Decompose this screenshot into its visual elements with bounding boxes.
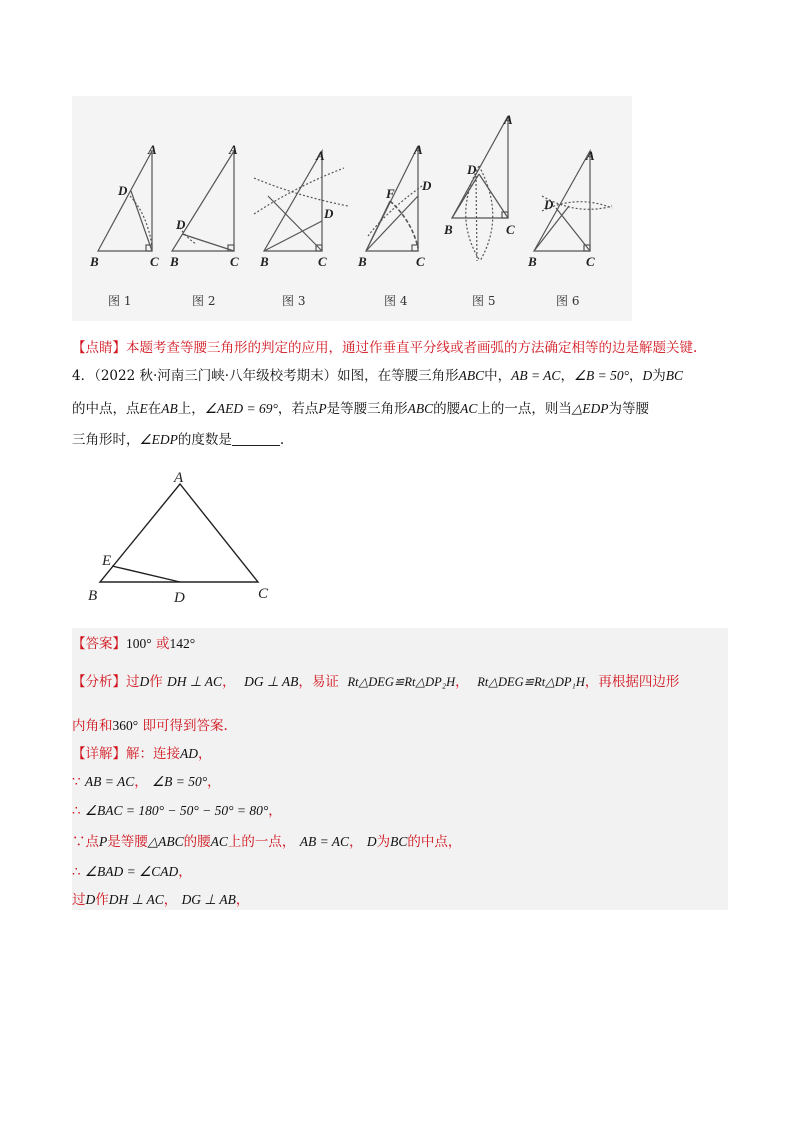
fig6-label-c: C (586, 254, 595, 269)
fig2-label-b: B (170, 254, 179, 269)
text: 即可得到答案. (142, 718, 228, 734)
fig6-label-d: D (544, 197, 554, 212)
triangle-diagram (80, 472, 280, 612)
text: 上的一点， (227, 834, 296, 850)
math-abc: ABC (407, 401, 434, 416)
fig4-label-a: A (414, 142, 423, 157)
math-e: E (139, 401, 148, 416)
math-ac: AC (460, 401, 478, 416)
answer-tag: 【答案】 (72, 636, 126, 652)
answer-value-1: 100° (126, 636, 152, 651)
text: 中， (484, 368, 512, 384)
diagram-label-d: D (174, 590, 185, 606)
text: 在 (147, 401, 162, 417)
text: 解：连接 (126, 746, 180, 762)
fig3-label-d: D (324, 206, 334, 221)
caption-figure-6: 图 6 (556, 294, 580, 308)
text: 上的一点，则当 (477, 401, 572, 417)
fig6-label-b: B (528, 254, 537, 269)
analysis-congruence-2: Rt△DEG≌Rt△DP₁H (477, 675, 585, 689)
text: ， (163, 892, 178, 908)
text: ∵ (72, 834, 86, 850)
fig4-label-c: C (416, 254, 425, 269)
since-symbol: ∵ (72, 774, 81, 790)
text: 的中点， (407, 834, 462, 850)
fig6-label-a: A (586, 148, 595, 163)
text: ，若点 (277, 401, 319, 417)
construction-figures (72, 96, 632, 321)
figure-1 (98, 151, 152, 251)
answer-blank (232, 431, 280, 446)
text: 为等腰 (608, 401, 649, 417)
text: 上， (177, 401, 205, 417)
text: ∠B = 50° (152, 774, 208, 789)
math-abc: ABC (458, 368, 485, 383)
text: ， (235, 892, 250, 908)
text: ∠BAD = ∠CAD (84, 864, 179, 879)
text: 的腰 (433, 401, 461, 417)
text: D (139, 674, 150, 689)
text: ，再根据四边形 (584, 674, 680, 690)
text: AC (210, 834, 228, 849)
therefore-symbol: ∴ (72, 803, 81, 819)
fig5-label-c: C (506, 222, 515, 237)
diagram-label-e: E (102, 553, 112, 569)
text: 的中点，点 (72, 401, 140, 417)
caption-figure-3: 图 3 (282, 294, 306, 308)
text: 过 (126, 674, 140, 690)
caption-figure-5: 图 5 (472, 294, 496, 308)
fig1-label-b: B (90, 254, 99, 269)
analysis-tag: 【分析】 (72, 674, 126, 690)
text: AB = AC (84, 774, 135, 789)
text: △ABC (147, 834, 184, 849)
text: 点 (85, 834, 99, 850)
question-line-2 (72, 399, 649, 419)
math-p: P (318, 401, 327, 416)
text: ， (455, 674, 469, 690)
text: . (279, 432, 285, 448)
text: 如图，在等腰三角形 (337, 368, 459, 384)
text: 作 (149, 674, 163, 690)
text: ， (198, 746, 212, 762)
detail-line-1 (72, 744, 212, 764)
text: BC (390, 834, 408, 849)
text: D (85, 892, 96, 907)
fig5-label-d: D (467, 162, 477, 177)
fig3-label-a: A (316, 148, 325, 163)
text: ， (222, 674, 236, 690)
math-d: D (642, 368, 653, 383)
text: 内角和 (72, 718, 113, 734)
diagram-label-b: B (88, 588, 98, 604)
figure-2 (172, 151, 234, 251)
question-line-3 (72, 430, 284, 450)
text: ， (349, 834, 363, 850)
text: ， (629, 368, 643, 384)
detail-line-5 (72, 862, 192, 882)
analysis-dg: DG ⊥ AB (244, 674, 299, 689)
text: 的腰 (183, 834, 211, 850)
math-bc: BC (665, 368, 684, 383)
text: ， (268, 803, 282, 819)
detail-ad: AD (180, 746, 198, 761)
text: AB = AC (299, 834, 350, 849)
text: 为 (376, 834, 391, 850)
fig1-label-a: A (148, 142, 157, 157)
question-number: 4． (72, 368, 95, 384)
fig3-label-b: B (260, 254, 269, 269)
math-tri-edp: △EDP (571, 401, 609, 416)
fig2-label-d: D (176, 217, 186, 232)
detail-line-2 (72, 772, 221, 792)
math-ab: AB (161, 401, 178, 416)
text: 是等腰三角形 (326, 401, 408, 417)
text: 是等腰 (107, 834, 148, 850)
text: ， (134, 774, 148, 790)
fig5-label-b: B (444, 222, 453, 237)
fig3-label-c: C (318, 254, 327, 269)
detail-line-3 (72, 801, 282, 821)
caption-figure-1: 图 1 (108, 294, 132, 308)
math-angle-edp: ∠EDP (139, 432, 178, 447)
text: 三角形时， (72, 432, 140, 448)
fig5-label-a: A (504, 112, 513, 127)
text: DG ⊥ AB (181, 892, 236, 907)
text: ， (207, 774, 221, 790)
detail-tag: 【详解】 (72, 746, 126, 762)
text: 作 (95, 892, 109, 908)
diagram-label-a: A (174, 472, 184, 486)
fig4-label-d: D (422, 178, 432, 193)
text: ， (178, 864, 192, 880)
question-source: （2022 秋·河南三门峡·八年级校考期末） (94, 368, 338, 384)
text: DH ⊥ AC (108, 892, 164, 907)
text: 过 (72, 892, 86, 908)
text: P (99, 834, 108, 849)
fig4-label-f: F (386, 186, 395, 201)
answer-value-2: 142° (169, 636, 196, 651)
fig2-label-a: A (229, 142, 238, 157)
text: 的度数是 (177, 432, 232, 448)
text: 为 (652, 368, 666, 384)
triangle-abc (100, 484, 258, 582)
note-tag: 【点睛】 (72, 340, 126, 356)
math-angle-aed: ∠AED = 69° (204, 401, 278, 416)
caption-figure-2: 图 2 (192, 294, 216, 308)
text: 或 (155, 636, 170, 652)
figure-5 (452, 116, 508, 261)
text: D (366, 834, 377, 849)
analysis-congruence-1: Rt△DEG≌Rt△DP₂H (347, 675, 456, 689)
segment-ed (112, 566, 180, 582)
note-text: 本题考查等腰三角形的判定的应用，通过作垂直平分线或者画弧的方法确定相等的边是解题关键. (126, 340, 698, 356)
fig1-label-c: C (150, 254, 159, 269)
analysis-dh: DH ⊥ AC (167, 674, 223, 689)
math-angle-b: ∠B = 50° (573, 368, 630, 383)
text: ， (560, 368, 574, 384)
note-line (72, 338, 697, 358)
detail-line-6 (72, 890, 249, 910)
detail-line-4 (72, 832, 461, 852)
caption-figure-4: 图 4 (384, 294, 408, 308)
math-ab-eq-ac: AB = AC (511, 368, 561, 383)
fig1-label-d: D (118, 183, 128, 198)
construction-figures-panel (72, 96, 632, 321)
text: ∠BAC = 180° − 50° − 50° = 80° (84, 803, 269, 818)
fig2-label-c: C (230, 254, 239, 269)
text: ，易证 (298, 674, 339, 690)
answer-line (72, 634, 195, 654)
diagram-label-c: C (258, 586, 269, 602)
text: ∴ (72, 864, 81, 880)
analysis-360: 360° (112, 718, 139, 733)
analysis-line-2 (72, 716, 228, 736)
figure-3 (254, 151, 348, 251)
fig4-label-b: B (358, 254, 367, 269)
question-line-1 (72, 366, 683, 386)
analysis-line-1 (72, 672, 679, 692)
